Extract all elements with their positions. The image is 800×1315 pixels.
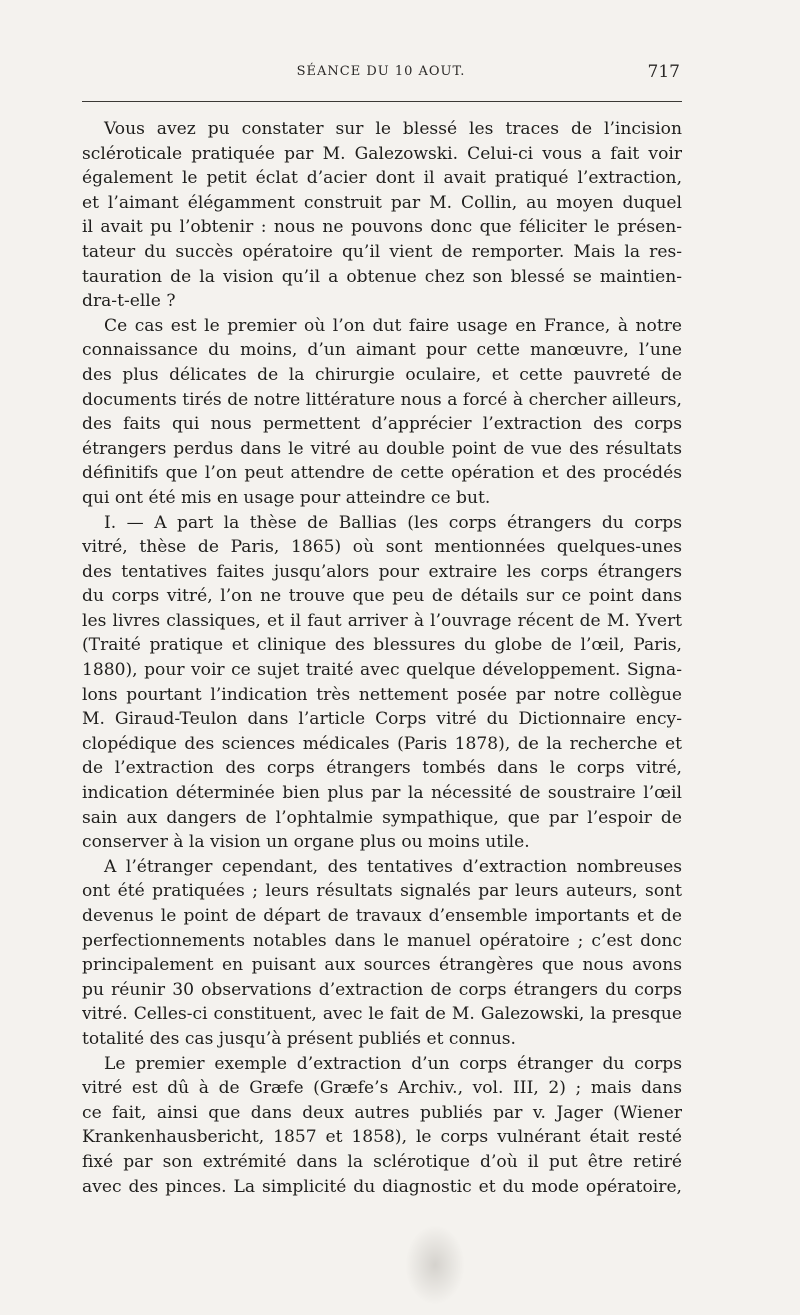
text-line: tateur du succès opératoire qu’il vient de remporter. Mais la res-: [82, 241, 682, 262]
text-line: vitré est dû à de Græfe (Græfe’s Archiv., vol. III, 2) ; mais dans: [82, 1078, 682, 1099]
text-line: A l’étranger cependant, des tentatives d’extraction nombreuses: [104, 856, 682, 877]
text-line: devenus le point de départ de travaux d’ensemble importants et de: [82, 906, 682, 926]
text-line: de l’extraction des corps étrangers tombés dans le corps vitré,: [82, 758, 682, 779]
running-head: SÉANCE DU 10 AOUT.: [296, 64, 466, 79]
text-line: I. — A part la thèse de Ballias (les corps étrangers du corps: [104, 512, 682, 533]
text-line: qui ont été mis en usage pour atteindre ce but.: [82, 487, 491, 508]
text-line: ce fait, ainsi que dans deux autres publiés par v. Jager (Wiener: [82, 1102, 682, 1123]
body-text: [82, 117, 682, 1199]
text-line: vitré. Celles-ci constituent, avec le fait de M. Galezowski, la presque: [82, 1004, 682, 1025]
text-line: documents tirés de notre littérature nous a forcé à chercher ailleurs,: [82, 389, 682, 410]
text-line: ont été pratiquées ; leurs résultats signalés par leurs auteurs, sont: [82, 881, 682, 902]
text-line: vitré, thèse de Paris, 1865) où sont mentionnées quelques-unes: [82, 537, 682, 558]
text-line: Le premier exemple d’extraction d’un corps étranger du corps: [104, 1053, 682, 1074]
text-line: 1880), pour voir ce sujet traité avec quelque développement. Signa-: [82, 660, 682, 681]
text-line: également le petit éclat d’acier dont il avait pratiqué l’extraction,: [82, 168, 682, 189]
page-header: [82, 64, 680, 92]
text-line: M. Giraud-Teulon dans l’article Corps vitré du Dictionnaire ency-: [82, 709, 682, 730]
text-line: des faits qui nous permettent d’apprécier l’extraction des corps: [82, 414, 682, 435]
text-line: conserver à la vision un organe plus ou moins utile.: [82, 832, 530, 853]
text-line: (Traité pratique et clinique des blessures du globe de l’œil, Paris,: [82, 635, 682, 656]
text-line: lons pourtant l’indication très nettement posée par notre collègue: [82, 684, 682, 705]
text-line: des tentatives faites jusqu’alors pour extraire les corps étrangers: [82, 561, 682, 582]
text-line: principalement en puisant aux sources étrangères que nous avons: [82, 955, 682, 976]
text-line: des plus délicates de la chirurgie oculaire, et cette pauvreté de: [82, 364, 682, 385]
text-line: et l’aimant élégamment construit par M. Collin, au moyen duquel: [82, 192, 682, 213]
text-line: il avait pu l’obtenir : nous ne pouvons donc que féliciter le présen-: [82, 217, 682, 238]
page-number: 717: [647, 62, 680, 82]
paper-smudge: [405, 1225, 465, 1305]
text-line: indication déterminée bien plus par la nécessité de soustraire l’œil: [82, 783, 682, 804]
text-line: pu réunir 30 observations d’extraction de corps étrangers du corps: [82, 979, 682, 1000]
text-line: clopédique des sciences médicales (Paris 1878), de la recherche et: [82, 733, 682, 754]
text-line: étrangers perdus dans le vitré au double point de vue des résultats: [82, 438, 682, 459]
text-line: totalité des cas jusqu’à présent publiés et connus.: [82, 1028, 516, 1049]
text-line: connaissance du moins, d’un aimant pour cette manœuvre, l’une: [82, 340, 682, 361]
text-line: scléroticale pratiquée par M. Galezowski. Celui-ci vous a fait voir: [82, 143, 682, 164]
text-line: Ce cas est le premier où l’on dut faire usage en France, à notre: [104, 315, 682, 336]
text-line: tauration de la vision qu’il a obtenue chez son blessé se maintien-: [82, 266, 682, 287]
text-line: sain aux dangers de l’ophtalmie sympathique, que par l’espoir de: [82, 807, 682, 828]
text-line: fixé par son extrémité dans la sclérotique d’où il put être retiré: [82, 1151, 682, 1172]
text-line: Krankenhausbericht, 1857 et 1858), le corps vulnérant était resté: [82, 1127, 682, 1148]
header-rule: [82, 101, 682, 102]
text-line: perfectionnements notables dans le manuel opératoire ; c’est donc: [82, 930, 682, 951]
text-line: les livres classiques, et il faut arriver à l’ouvrage récent de M. Yvert: [82, 610, 682, 631]
text-line: Vous avez pu constater sur le blessé les traces de l’incision: [104, 119, 682, 139]
text-line: avec des pinces. La simplicité du diagnostic et du mode opératoire,: [82, 1176, 682, 1197]
text-line: du corps vitré, l’on ne trouve que peu de détails sur ce point dans: [82, 586, 682, 607]
text-line: définitifs que l’on peut attendre de cette opération et des procédés: [82, 463, 682, 484]
text-line: dra-t-elle ?: [82, 291, 176, 312]
